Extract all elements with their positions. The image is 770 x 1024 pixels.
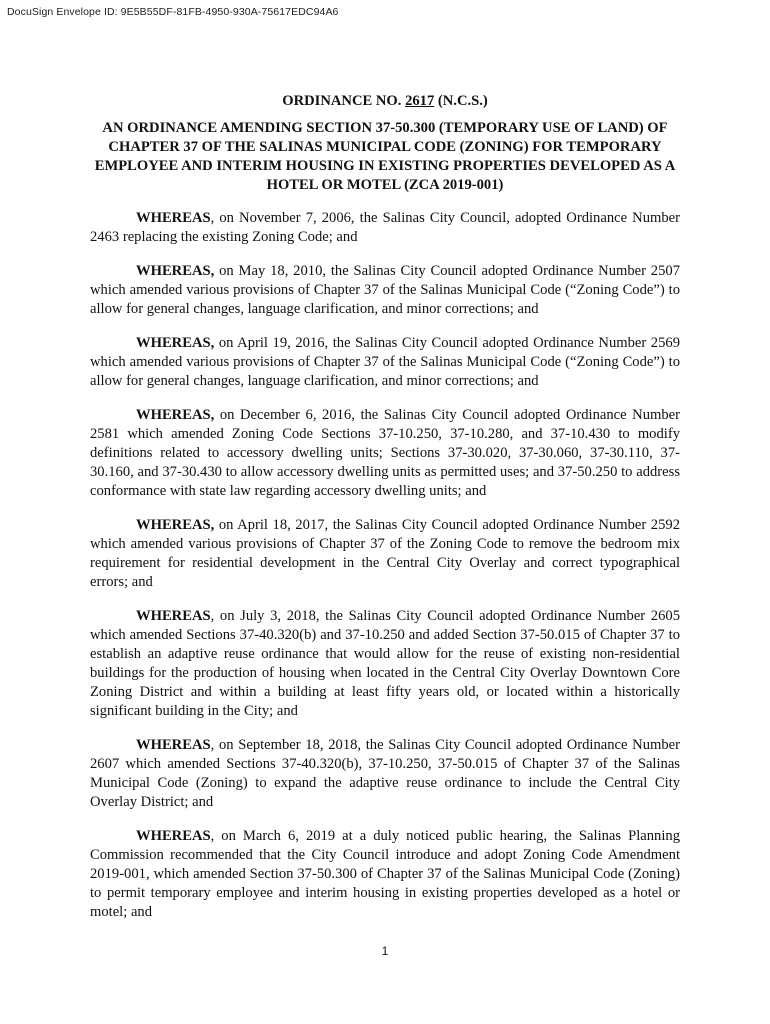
ordinance-number: 2617 [405, 93, 435, 109]
ordinance-number-heading [90, 92, 680, 111]
whereas-lead: WHEREAS, [136, 335, 215, 351]
whereas-lead: WHEREAS [136, 210, 211, 226]
whereas-lead: WHEREAS [136, 828, 211, 844]
whereas-paragraph [90, 607, 680, 721]
whereas-text: on December 6, 2016, the Salinas City Council adopted Ordinance Number 2581 which amended Zoning Code Sections 37-10.250, 37-10.280, and 37-10.430 to modify definitions related to accessory dwelling units; Sections 37-30.020, 37-30.060, 37-30.110, 37-30.160, and 37-30.430 to allow accessory dwelling units as permitted uses; and 37-50.250 to address conformance with state law regarding accessory dwelling units; and [90, 407, 680, 499]
whereas-lead: WHEREAS, [136, 407, 215, 423]
whereas-lead: WHEREAS, [136, 517, 215, 533]
whereas-lead: WHEREAS [136, 608, 211, 624]
whereas-text: on May 18, 2010, the Salinas City Council adopted Ordinance Number 2507 which amended various provisions of Chapter 37 of the Salinas Municipal Code (“Zoning Code”) to allow for general changes, language clarification, and minor corrections; and [90, 263, 680, 317]
whereas-paragraph [90, 406, 680, 501]
ordinance-suffix: (N.C.S.) [437, 93, 488, 109]
ordinance-prefix: ORDINANCE NO. [282, 93, 402, 109]
whereas-lead: WHEREAS [136, 737, 211, 753]
ordinance-title: AN ORDINANCE AMENDING SECTION 37-50.300 (TEMPORARY USE OF LAND) OF CHAPTER 37 OF THE SALINAS MUNICIPAL CODE (ZONING) FOR TEMPORARY EMPLOYEE AND INTERIM HOUSING IN EXISTING PROPERTIES DEVELOPED AS A HOTEL OR MOTEL (ZCA 2019-001) [94, 120, 676, 193]
whereas-paragraph [90, 827, 680, 922]
whereas-text: , on July 3, 2018, the Salinas City Council adopted Ordinance Number 2605 which amended Sections 37-40.320(b) and 37-10.250 and added Section 37-50.015 of Chapter 37 to establish an adaptive reuse ordinance that would allow for the reuse of existing non-residential buildings for the production of housing when located in the Central City Overlay Downtown Core Zoning District and within a building at least fifty years old, or located within a historically significant building in the City; and [90, 608, 680, 719]
whereas-paragraph [90, 209, 680, 247]
whereas-text: , on November 7, 2006, the Salinas City Council, adopted Ordinance Number 2463 replacing the existing Zoning Code; and [90, 210, 680, 245]
whereas-lead: WHEREAS, [136, 263, 215, 279]
document-body [90, 92, 680, 937]
whereas-paragraph [90, 334, 680, 391]
whereas-text: on April 19, 2016, the Salinas City Council adopted Ordinance Number 2569 which amended various provisions of Chapter 37 of the Salinas Municipal Code (“Zoning Code”) to allow for general changes, language clarification, and minor corrections; and [90, 335, 680, 389]
docusign-envelope-id: DocuSign Envelope ID: 9E5B55DF-81FB-4950-930A-75617EDC94A6 [7, 6, 339, 18]
page-number: 1 [381, 944, 389, 958]
whereas-paragraph [90, 516, 680, 592]
whereas-text: , on March 6, 2019 at a duly noticed public hearing, the Salinas Planning Commission recommended that the City Council introduce and adopt Zoning Code Amendment 2019-001, which amended Section 37-50.300 of Chapter 37 of the Salinas Municipal Code (Zoning) to permit temporary employee and interim housing in existing properties developed as a hotel or motel; and [90, 828, 680, 920]
whereas-paragraph [90, 736, 680, 812]
whereas-text: on April 18, 2017, the Salinas City Council adopted Ordinance Number 2592 which amended various provisions of Chapter 37 of the Zoning Code to remove the bedroom mix requirement for residential development in the Central City Overlay and correct typographical errors; and [90, 517, 680, 590]
whereas-text: , on September 18, 2018, the Salinas City Council adopted Ordinance Number 2607 which amended Sections 37-40.320(b), 37-10.250, 37-50.015 of Chapter 37 of the Salinas Municipal Code (Zoning) to expand the adaptive reuse ordinance to include the Central City Overlay District; and [90, 737, 680, 810]
whereas-paragraph [90, 262, 680, 319]
